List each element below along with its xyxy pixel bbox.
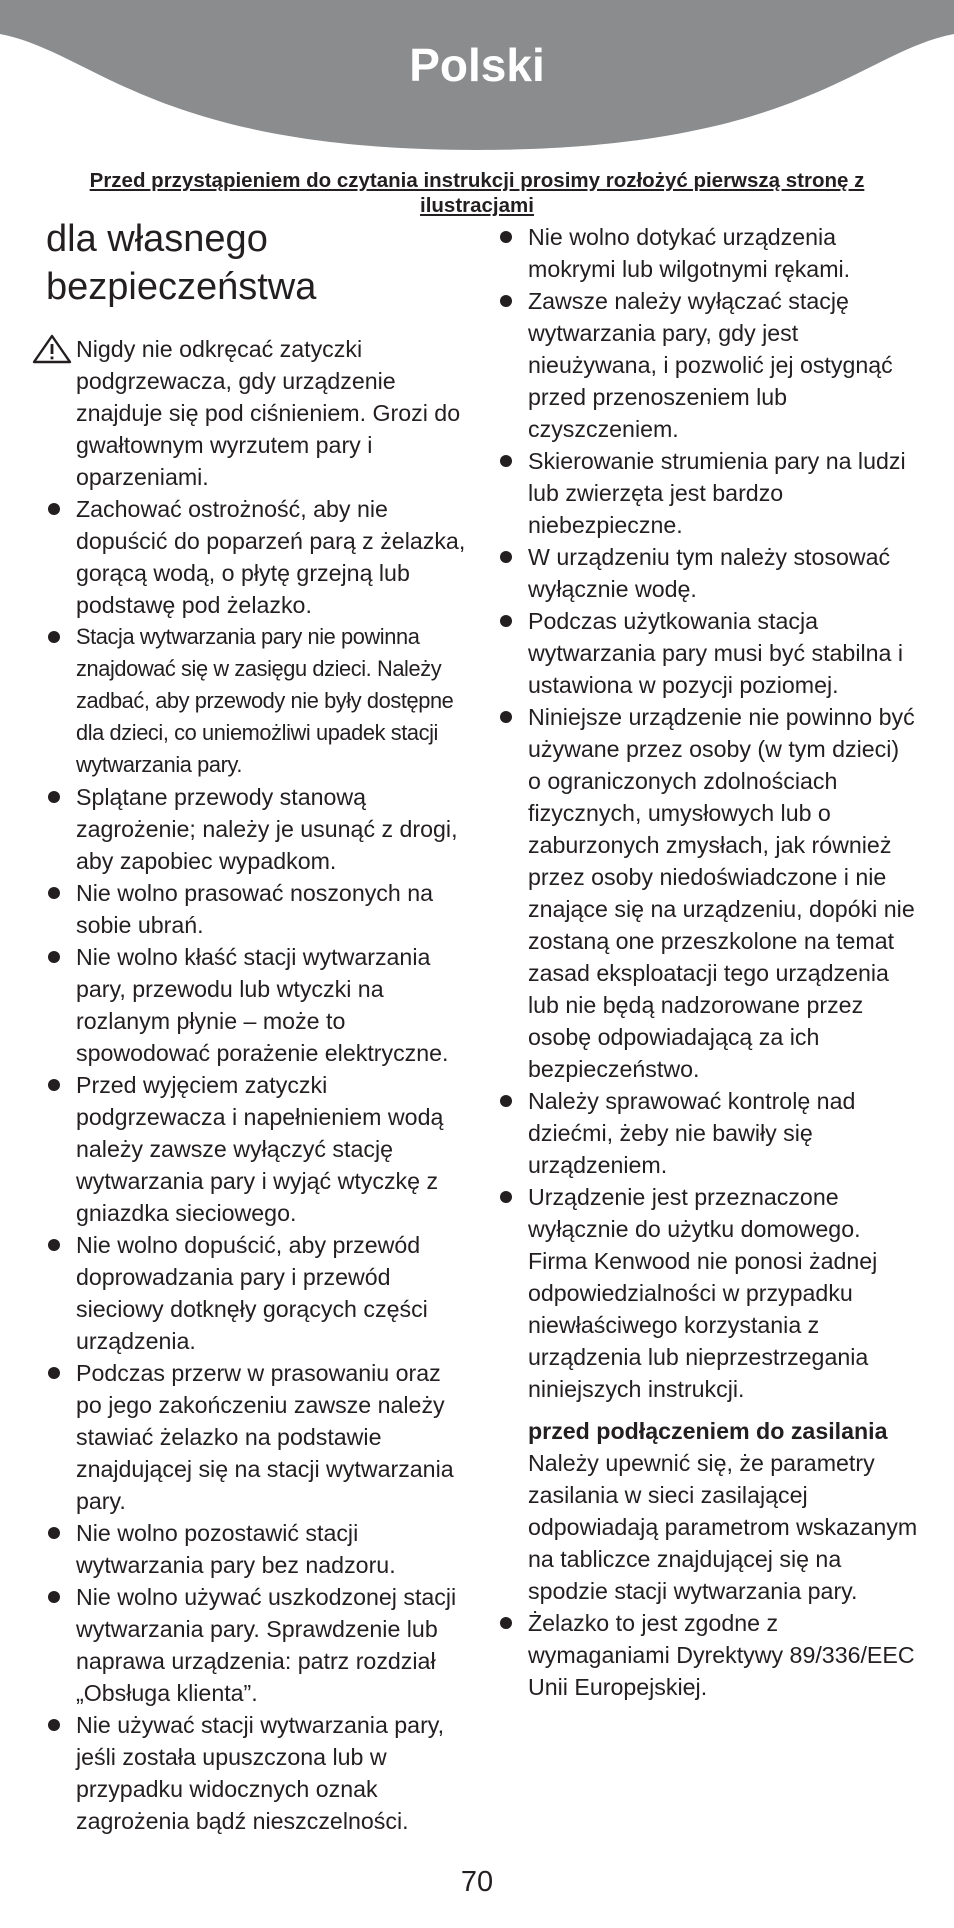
list-item — [46, 781, 470, 877]
safety-list-right — [498, 221, 918, 1405]
power-heading: przed podłączeniem do zasilania — [528, 1418, 888, 1444]
list-item-text: Należy sprawować kontrolę nad dziećmi, żeby nie bawiły się urządzeniem. — [528, 1088, 856, 1178]
bullet-icon — [48, 887, 60, 899]
list-item — [46, 1581, 470, 1709]
bullet-icon — [500, 551, 512, 563]
list-item-text: Nie używać stacji wytwarzania pary, jeśli została upuszczona lub w przypadku widocznych oznak zagrożenia bądź nieszczelności. — [76, 1712, 445, 1834]
list-item-text: Skierowanie strumienia pary na ludzi lub zwierzęta jest bardzo niebezpieczne. — [528, 448, 906, 538]
list-item-text: W urządzeniu tym należy stosować wyłącznie wodę. — [528, 544, 891, 602]
list-item — [46, 941, 470, 1069]
bullet-icon — [500, 1095, 512, 1107]
list-item — [498, 221, 918, 285]
bullet-icon — [500, 1191, 512, 1203]
bullet-icon — [48, 1719, 60, 1731]
list-item — [498, 541, 918, 605]
intro-note: Przed przystąpieniem do czytania instrukcji prosimy rozłożyć pierwszą stronę z ilustracjami — [89, 169, 865, 217]
bullet-icon — [48, 951, 60, 963]
bullet-icon — [48, 503, 60, 515]
bullet-icon — [500, 615, 512, 627]
list-item — [498, 1607, 918, 1703]
safety-list-left — [46, 333, 470, 1837]
list-item-text: Podczas użytkowania stacja wytwarzania pary musi być stabilna i ustawiona w pozycji poziomej. — [528, 608, 904, 698]
list-item — [46, 1709, 470, 1837]
list-item-text: Nigdy nie odkręcać zatyczki podgrzewacza, gdy urządzenie znajduje się pod ciśnieniem. Grozi do gwałtownym wyrzutem pary i oparzeniami. — [76, 336, 461, 490]
list-item-text: Zachować ostrożność, aby nie dopuścić do poparzeń parą z żelazka, gorącą wodą, o płytę grzejną lub podstawę pod żelazko. — [76, 496, 466, 618]
power-list — [498, 1607, 918, 1703]
language-title: Polski — [409, 39, 545, 91]
list-item — [46, 493, 470, 621]
bullet-icon — [48, 1079, 60, 1091]
list-item-text: Nie wolno używać uszkodzonej stacji wytwarzania pary. Sprawdzenie lub naprawa urządzenia: patrz rozdział „Obsługa klienta”. — [76, 1584, 457, 1706]
list-item-text: Nie wolno dotykać urządzenia mokrymi lub wilgotnymi rękami. — [528, 224, 851, 282]
bullet-icon — [500, 1617, 512, 1629]
list-item — [498, 285, 918, 445]
list-item — [46, 1229, 470, 1357]
list-item — [498, 701, 918, 1085]
left-column — [46, 215, 470, 1837]
list-item — [46, 1357, 470, 1517]
list-item-text: Nie wolno pozostawić stacji wytwarzania pary bez nadzoru. — [76, 1520, 396, 1578]
list-item — [46, 1069, 470, 1229]
list-item — [498, 445, 918, 541]
list-item-text: Niniejsze urządzenie nie powinno być używane przez osoby (w tym dzieci) o ograniczonych zdolnościach fizycznych, umysłowych lub o zaburzonych zmysłach, jak również przez osoby niedoświadczone i nie znające się na urządzeniu, dopóki nie zostaną one przeszkolone na temat zasad eksploatacji tego urządzenia lub nie będą nadzorowane przez osobę odpowiadającą za ich bezpieczeństwo. — [528, 704, 915, 1082]
bullet-icon — [48, 1527, 60, 1539]
list-item-text: Nie wolno prasować noszonych na sobie ubrań. — [76, 880, 434, 938]
list-item — [46, 877, 470, 941]
warning-triangle-icon — [32, 334, 72, 364]
list-item-text: Żelazko to jest zgodne z wymaganiami Dyrektywy 89/336/EEC Unii Europejskiej. — [528, 1610, 915, 1700]
right-column — [498, 221, 918, 1703]
list-item-text: Podczas przerw w prasowaniu oraz po jego zakończeniu zawsze należy stawiać żelazko na podstawie znajdującej się na stacji wytwarzania pary. — [76, 1360, 454, 1514]
list-item-text: Zawsze należy wyłączać stację wytwarzania pary, gdy jest nieużywana, i pozwolić jej ostygnąć przed przenoszeniem lub czyszczeniem. — [528, 288, 893, 442]
power-text: Należy upewnić się, że parametry zasilania w sieci zasilającej odpowiadają parametrom wskazanym na tabliczce znajdującej się na spodzie stacji wytwarzania pary. — [528, 1450, 918, 1604]
bullet-icon — [500, 455, 512, 467]
list-item — [498, 1085, 918, 1181]
list-item-text: Splątane przewody stanową zagrożenie; należy je usunąć z drogi, aby zapobiec wypadkom. — [76, 784, 458, 874]
list-item — [46, 621, 470, 781]
list-item-text: Przed wyjęciem zatyczki podgrzewacza i napełnieniem wodą należy zawsze wyłączyć stację wytwarzania pary i wyjąć wtyczkę z gniazdka sieciowego. — [76, 1072, 444, 1226]
list-item-text: Nie wolno dopuścić, aby przewód doprowadzania pary i przewód sieciowy dotknęły gorących części urządzenia. — [76, 1232, 428, 1354]
list-item — [498, 1181, 918, 1405]
bullet-icon — [48, 631, 60, 643]
bullet-icon — [500, 711, 512, 723]
bullet-icon — [48, 1591, 60, 1603]
bullet-icon — [48, 791, 60, 803]
page-number: 70 — [460, 1866, 494, 1898]
list-item — [46, 333, 470, 493]
list-item-text: Urządzenie jest przeznaczone wyłącznie do użytku domowego. Firma Kenwood nie ponosi żadnej odpowiedzialności w przypadku niewłaściwego korzystania z urządzenia lub nieprzestrzegania niniejszych instrukcji. — [528, 1184, 878, 1402]
list-item-text: Stacja wytwarzania pary nie powinna znajdować się w zasięgu dzieci. Należy zadbać, aby przewody nie były dostępne dla dzieci, co uniemożliwi upadek stacji wytwarzania pary. — [76, 624, 454, 777]
bullet-icon — [500, 231, 512, 243]
bullet-icon — [500, 295, 512, 307]
bullet-icon — [48, 1367, 60, 1379]
list-item — [498, 605, 918, 701]
bullet-icon — [48, 1239, 60, 1251]
list-item — [46, 1517, 470, 1581]
list-item-text: Nie wolno kłaść stacji wytwarzania pary, przewodu lub wtyczki na rozlanym płynie – może to spowodować porażenie elektryczne. — [76, 944, 449, 1066]
safety-heading: dla własnego bezpieczeństwa — [46, 218, 317, 308]
